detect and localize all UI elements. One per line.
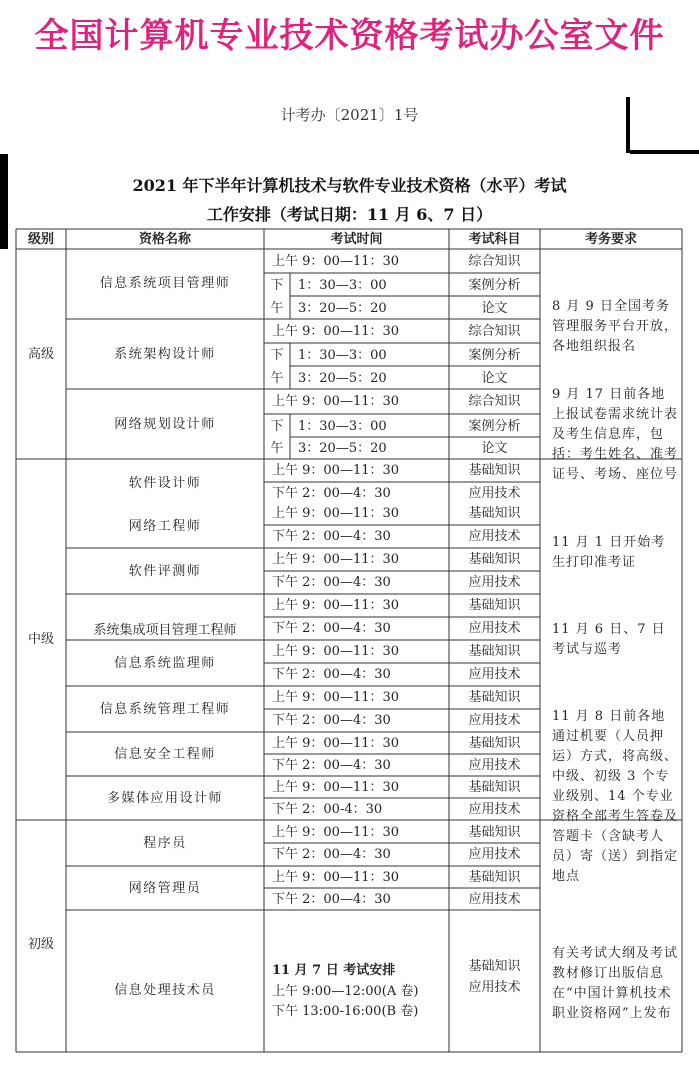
header-level: 级别 xyxy=(27,232,54,247)
exam-time-am: 上午 9:00—12:00(A 卷) xyxy=(272,984,419,999)
exam-time-pm2: 3：20—5：20 xyxy=(298,301,387,316)
exam-time-pm: 下午 2：00-4：30 xyxy=(272,802,383,817)
exam-subject: 论文 xyxy=(481,301,508,316)
exam-subject: 应用技术 xyxy=(468,892,521,907)
exam-time-pm1: 1：30—3：00 xyxy=(298,278,387,293)
pm-label-char: 午 xyxy=(270,301,284,316)
exam-time-am: 上午 9：00—11：30 xyxy=(272,825,400,840)
exam-time-pm2: 3：20—5：20 xyxy=(298,441,387,456)
exam-time-am: 上午 9：00—11：30 xyxy=(272,506,400,521)
exam-time-pm2: 3：20—5：20 xyxy=(298,371,387,386)
exam-time-pm1: 1：30—3：00 xyxy=(298,348,387,363)
level-advanced: 高级 xyxy=(27,347,54,362)
exam-time-am: 上午 9：00—11：30 xyxy=(272,780,400,795)
exam-time-pm: 下午 2：00—4：30 xyxy=(272,847,391,862)
pm-label-char: 下 xyxy=(270,348,284,363)
qualification-name: 软件设计师 xyxy=(128,476,202,491)
level-intermediate: 中级 xyxy=(27,632,54,647)
exam-time-am: 上午 9：00—11：30 xyxy=(272,463,400,478)
exam-subject: 基础知识 xyxy=(468,506,521,521)
exam-time-pm: 下午 2：00—4：30 xyxy=(272,621,391,636)
red-header-title: 全国计算机专业技术资格考试办公室文件 xyxy=(34,16,665,56)
exam-subject: 基础知识 xyxy=(468,463,521,478)
exam-subject: 综合知识 xyxy=(468,324,521,339)
exam-subject: 论文 xyxy=(481,371,508,386)
exam-subject: 应用技术 xyxy=(468,847,521,862)
exam-subject: 案例分析 xyxy=(468,419,521,434)
sub-title: 工作安排（考试日期：11 月 6、7 日） xyxy=(206,205,493,224)
header-exam-subject: 考试科目 xyxy=(468,232,521,247)
exam-time-am: 上午 9：00—11：30 xyxy=(272,598,400,613)
exam-subject: 基础知识 xyxy=(468,736,521,751)
exam-subject: 基础知识 xyxy=(468,825,521,840)
pm-label-char: 午 xyxy=(270,441,284,456)
qualification-name: 网络规划设计师 xyxy=(114,417,216,432)
qualification-name: 信息系统监理师 xyxy=(114,656,216,671)
qualification-name: 多媒体应用设计师 xyxy=(106,791,223,806)
pm-label-char: 下 xyxy=(270,278,284,293)
exam-time-am: 上午 9：00—11：30 xyxy=(272,690,400,705)
qualification-name: 程序员 xyxy=(143,836,187,851)
exam-subject: 应用技术 xyxy=(468,802,521,817)
exam-subject: 应用技术 xyxy=(468,667,521,682)
qualification-name: 网络工程师 xyxy=(128,519,202,534)
pm-label-char: 下 xyxy=(270,419,284,434)
main-title: 2021 年下半年计算机技术与软件专业技术资格（水平）考试 xyxy=(132,176,567,195)
exam-subject: 基础知识 xyxy=(468,690,521,705)
exam-time-pm: 下午 2：00—4：30 xyxy=(272,486,391,501)
requirement-return-papers: 11 月 8 日前各地通过机要（人员押运）方式，将高级、中级、初级 3 个专业级别、14 个专业资格全部考生答卷及答题卡（含缺考人员）寄（送）到指定地点 xyxy=(552,709,679,884)
exam-subject: 案例分析 xyxy=(468,278,521,293)
qualification-name: 网络管理员 xyxy=(128,881,202,896)
exam-subject: 案例分析 xyxy=(468,348,521,363)
qualification-name: 信息系统管理工程师 xyxy=(99,702,231,717)
exam-time-am: 上午 9：00—11：30 xyxy=(272,254,400,269)
exam-time-pm1: 1：30—3：00 xyxy=(298,419,387,434)
header-qualification-name: 资格名称 xyxy=(138,232,191,247)
exam-date-note: 11 月 7 日 考试安排 xyxy=(272,963,396,978)
exam-time-pm: 下午 2：00—4：30 xyxy=(272,892,391,907)
requirement-report: 9 月 17 日前各地上报试卷需求统计表及考生信息库，包括：考生姓名、准考证号、考场、座位号 xyxy=(552,387,679,482)
exam-subject: 基础知识 xyxy=(468,870,521,885)
exam-time-pm: 下午 2：00—4：30 xyxy=(272,667,391,682)
exam-time-am: 上午 9：00—11：30 xyxy=(272,552,400,567)
exam-subject: 基础知识 xyxy=(468,644,521,659)
exam-time-am: 上午 9：00—11：30 xyxy=(272,644,400,659)
exam-time-pm: 下午 2：00—4：30 xyxy=(272,758,391,773)
qualification-name: 软件评测师 xyxy=(128,564,202,579)
exam-time-am: 上午 9：00—11：30 xyxy=(272,870,400,885)
requirement-registration: 8 月 9 日全国考务管理服务平台开放，各地组织报名 xyxy=(552,299,679,354)
qualification-name: 信息系统项目管理师 xyxy=(99,276,231,291)
exam-time-am: 上午 9：00—11：30 xyxy=(272,324,400,339)
header-requirements: 考务要求 xyxy=(584,232,637,247)
exam-subject: 应用技术 xyxy=(468,758,521,773)
exam-subject: 基础知识 xyxy=(468,598,521,613)
exam-time-pm: 下午 2：00—4：30 xyxy=(272,713,391,728)
exam-time-pm: 下午 2：00—4：30 xyxy=(272,529,391,544)
exam-subject: 应用技术 xyxy=(468,713,521,728)
document-number: 计考办〔2021〕1号 xyxy=(280,106,419,124)
requirement-exam-inspection: 11 月 6 日、7 日考试与巡考 xyxy=(552,622,666,657)
level-junior: 初级 xyxy=(27,937,54,952)
qualification-name: 信息安全工程师 xyxy=(114,747,216,762)
requirement-admission-ticket: 11 月 1 日开始考生打印准考证 xyxy=(552,535,666,570)
exam-subject: 论文 xyxy=(481,441,508,456)
exam-subject: 应用技术 xyxy=(468,621,521,636)
header-exam-time: 考试时间 xyxy=(330,232,383,247)
exam-time-am: 上午 9：00—11：30 xyxy=(272,394,400,409)
exam-subject: 应用技术 xyxy=(468,529,521,544)
exam-subject: 基础知识 xyxy=(468,959,521,974)
exam-time-am: 上午 9：00—11：30 xyxy=(272,736,400,751)
qualification-name: 系统架构设计师 xyxy=(114,347,216,362)
exam-subject: 基础知识 xyxy=(468,780,521,795)
exam-time-pm: 下午 2：00—4：30 xyxy=(272,575,391,590)
qualification-name: 系统集成项目管理工程师 xyxy=(93,623,237,638)
pm-label-char: 午 xyxy=(270,371,284,386)
exam-subject: 综合知识 xyxy=(468,394,521,409)
requirement-syllabus-info: 有关考试大纲及考试教材修订出版信息在“中国计算机技术职业资格网”上发布 xyxy=(552,946,679,1021)
exam-subject: 综合知识 xyxy=(468,254,521,269)
exam-subject: 应用技术 xyxy=(468,980,521,995)
exam-time-pm: 下午 13:00-16:00(B 卷) xyxy=(272,1004,419,1019)
exam-subject: 应用技术 xyxy=(468,486,521,501)
qualification-name: 信息处理技术员 xyxy=(114,983,216,998)
exam-subject: 应用技术 xyxy=(468,575,521,590)
exam-subject: 基础知识 xyxy=(468,552,521,567)
